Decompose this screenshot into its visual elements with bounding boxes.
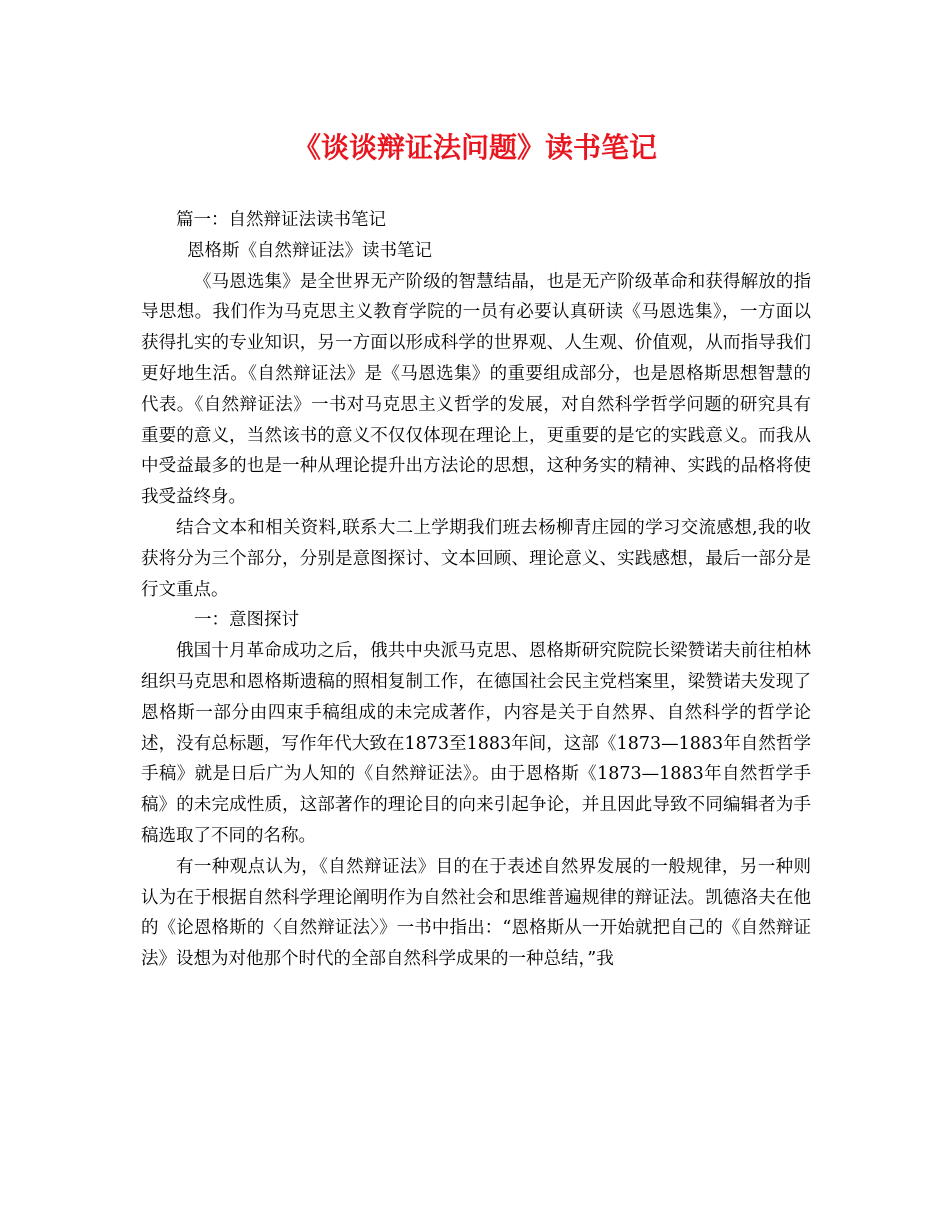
paragraph: 有一种观点认为，《自然辩证法》目的在于表述自然界发展的一般规律，另一种则认为在于根据自然科学理论阐明作为自然社会和思维普遍规律的辩证法。凯德洛夫在他的《论恩格斯的〈自然辩证法〉》一书中指出：“恩格斯从一开始就把自己的《自然辩证法》设想为对他那个时代的全部自然科学成果的一种总结，”我	[141, 856, 811, 970]
document-body	[141, 205, 811, 975]
paragraph: 结合文本和相关资料,联系大二上学期我们班去杨柳青庄园的学习交流感想,我的收获将分为三个部分，分别是意图探讨、文本回顾、理论意义、实践感想，最后一部分是行文重点。	[141, 517, 811, 600]
sub-heading: 恩格斯《自然辩证法》读书笔记	[187, 240, 432, 261]
section-heading: 篇一：自然辩证法读书笔记	[176, 210, 386, 230]
paragraph: 俄国十月革命成功之后，俄共中央派马克思、恩格斯研究院院长梁赞诺夫前往柏林组织马克思和恩格斯遗稿的照相复制工作，在德国社会民主党档案里，梁赞诺夫发现了恩格斯一部分由四束手稿组成的未完成著作，内容是关于自然界、自然科学的哲学论述，没有总标题，写作年代大致在1873至1883年间，这部《1873—1883年自然哲学手稿》就是日后广为人知的《自然辩证法》。由于恩格斯《1873—1883年自然哲学手稿》的未完成性质，这部著作的理论目的向来引起争论，并且因此导致不同编辑者为手稿选取了不同的名称。	[141, 641, 811, 846]
paragraph: 《马恩选集》是全世界无产阶级的智慧结晶，也是无产阶级革命和获得解放的指导思想。我们作为马克思主义教育学院的一员有必要认真研读《马恩选集》，一方面以获得扎实的专业知识，另一方面以形成科学的世界观、人生观、价值观，从而指导我们更好地生活。《自然辩证法》是《马恩选集》的重要组成部分，也是恩格斯思想智慧的代表。《自然辩证法》一书对马克思主义哲学的发展，对自然科学哲学问题的研究具有重要的意义，当然该书的意义不仅仅体现在理论上，更重要的是它的实践意义。而我从中受益最多的也是一种从理论提升出方法论的思想，这种务实的精神、实践的品格将使我受益终身。	[141, 271, 811, 508]
part-heading: 一：意图探讨	[194, 610, 299, 631]
document-title: 《谈谈辩证法问题》读书笔记	[292, 131, 657, 164]
